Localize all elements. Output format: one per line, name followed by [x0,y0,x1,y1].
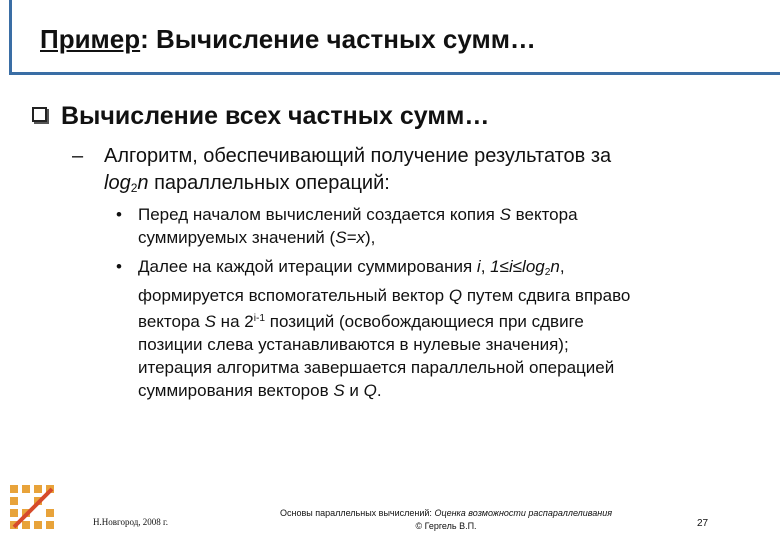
title-left-rule [9,0,12,74]
slide-title: Пример: Вычисление частных сумм… [40,24,536,54]
dash-bullet: – [72,145,84,167]
page-number: 27 [697,518,709,529]
bullet-dot: • [116,205,122,224]
checkbox-bullet-icon [32,107,47,122]
heading-item [32,102,489,131]
bullet-item [116,203,716,249]
heading-text: Вычисление всех частных сумм… [61,102,490,130]
bullet-text: Перед началом вычислений создается копия S вектора суммируемых значений (S=x), [138,205,578,247]
university-logo-icon [8,483,56,531]
bullet-text: Далее на каждой итерации суммирования i, $1\le i\le\log_2n$, формируется вспомогательный вектор Q путем сдвига вправо вектора S на 2$^{i-1}$ позиций (освобождающиеся при сдвиге позиции слева устанавливаются в нулевые значения); итерация алгоритма завершается параллельной операцией суммирования векторов S и Q. [138,257,631,400]
footer-location: Н.Новгород, 2008 г. [93,517,168,527]
footer-course: Основы параллельных вычислений: Оценка возможности распараллеливания © Гергель В.П. [279,508,613,531]
sub-point [72,143,762,202]
title-bottom-rule [9,72,780,75]
bullet-item [116,255,716,402]
sub-point-text: Алгоритм, обеспечивающий получение результатов за $\log_2n$ параллельных операций: [104,145,612,195]
bullet-dot: • [116,257,122,276]
